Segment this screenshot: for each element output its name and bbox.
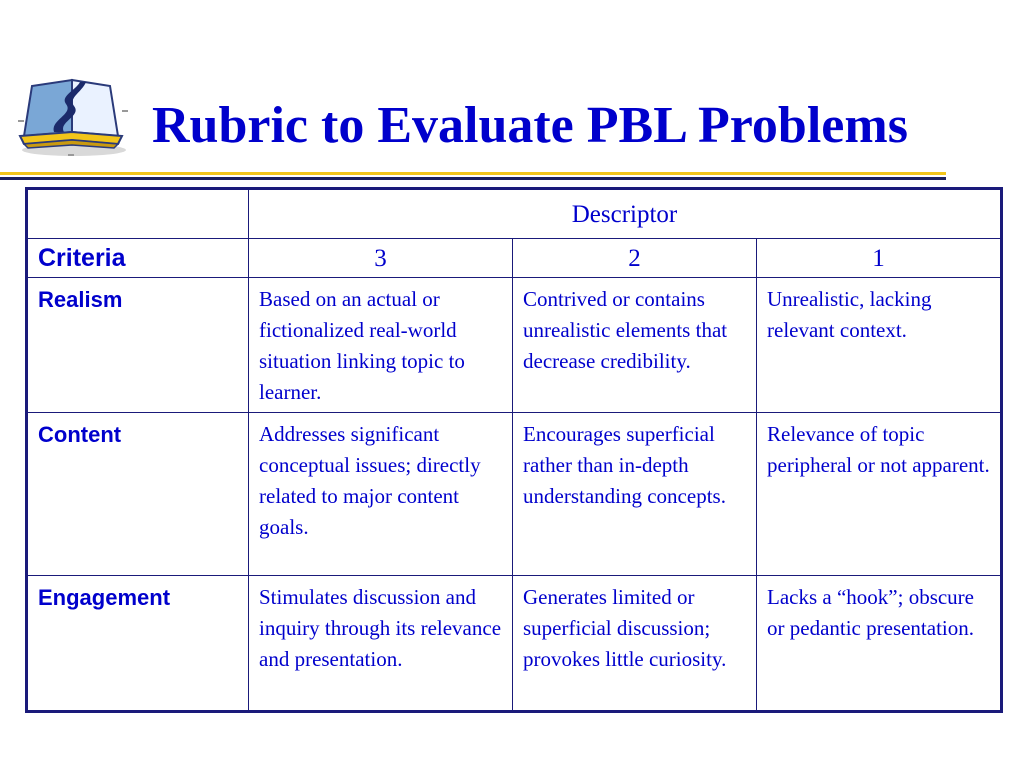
score-header-1: 1 [757, 239, 1002, 278]
descriptor-cell: Stimulates discussion and inquiry through its relevance and presentation. [249, 576, 513, 712]
criterion-realism: Realism [27, 278, 249, 413]
score-header-3: 3 [249, 239, 513, 278]
descriptor-cell: Encourages superficial rather than in-depth understanding concepts. [513, 413, 757, 576]
criteria-header: Criteria [27, 239, 249, 278]
descriptor-header: Descriptor [249, 189, 1002, 239]
descriptor-cell: Contrived or contains unrealistic elements that decrease credibility. [513, 278, 757, 413]
table-row [27, 413, 1002, 576]
descriptor-cell: Relevance of topic peripheral or not apparent. [757, 413, 1002, 576]
title-underline-gold [0, 172, 946, 175]
title-underline-navy [0, 177, 946, 180]
criterion-content: Content [27, 413, 249, 576]
page-title: Rubric to Evaluate PBL Problems [152, 97, 908, 154]
score-header-row [27, 239, 1002, 278]
descriptor-cell: Generates limited or superficial discussion; provokes little curiosity. [513, 576, 757, 712]
descriptor-cell: Lacks a “hook”; obscure or pedantic presentation. [757, 576, 1002, 712]
empty-corner-cell [27, 189, 249, 239]
descriptor-cell: Based on an actual or fictionalized real-world situation linking topic to learner. [249, 278, 513, 413]
descriptor-cell: Addresses significant conceptual issues; directly related to major content goals. [249, 413, 513, 576]
rubric-table [25, 187, 1003, 713]
criterion-engagement: Engagement [27, 576, 249, 712]
score-header-2: 2 [513, 239, 757, 278]
descriptor-cell: Unrealistic, lacking relevant context. [757, 278, 1002, 413]
descriptor-header-row [27, 189, 1002, 239]
table-row [27, 278, 1002, 413]
open-book-road-icon [14, 70, 132, 160]
table-row [27, 576, 1002, 712]
